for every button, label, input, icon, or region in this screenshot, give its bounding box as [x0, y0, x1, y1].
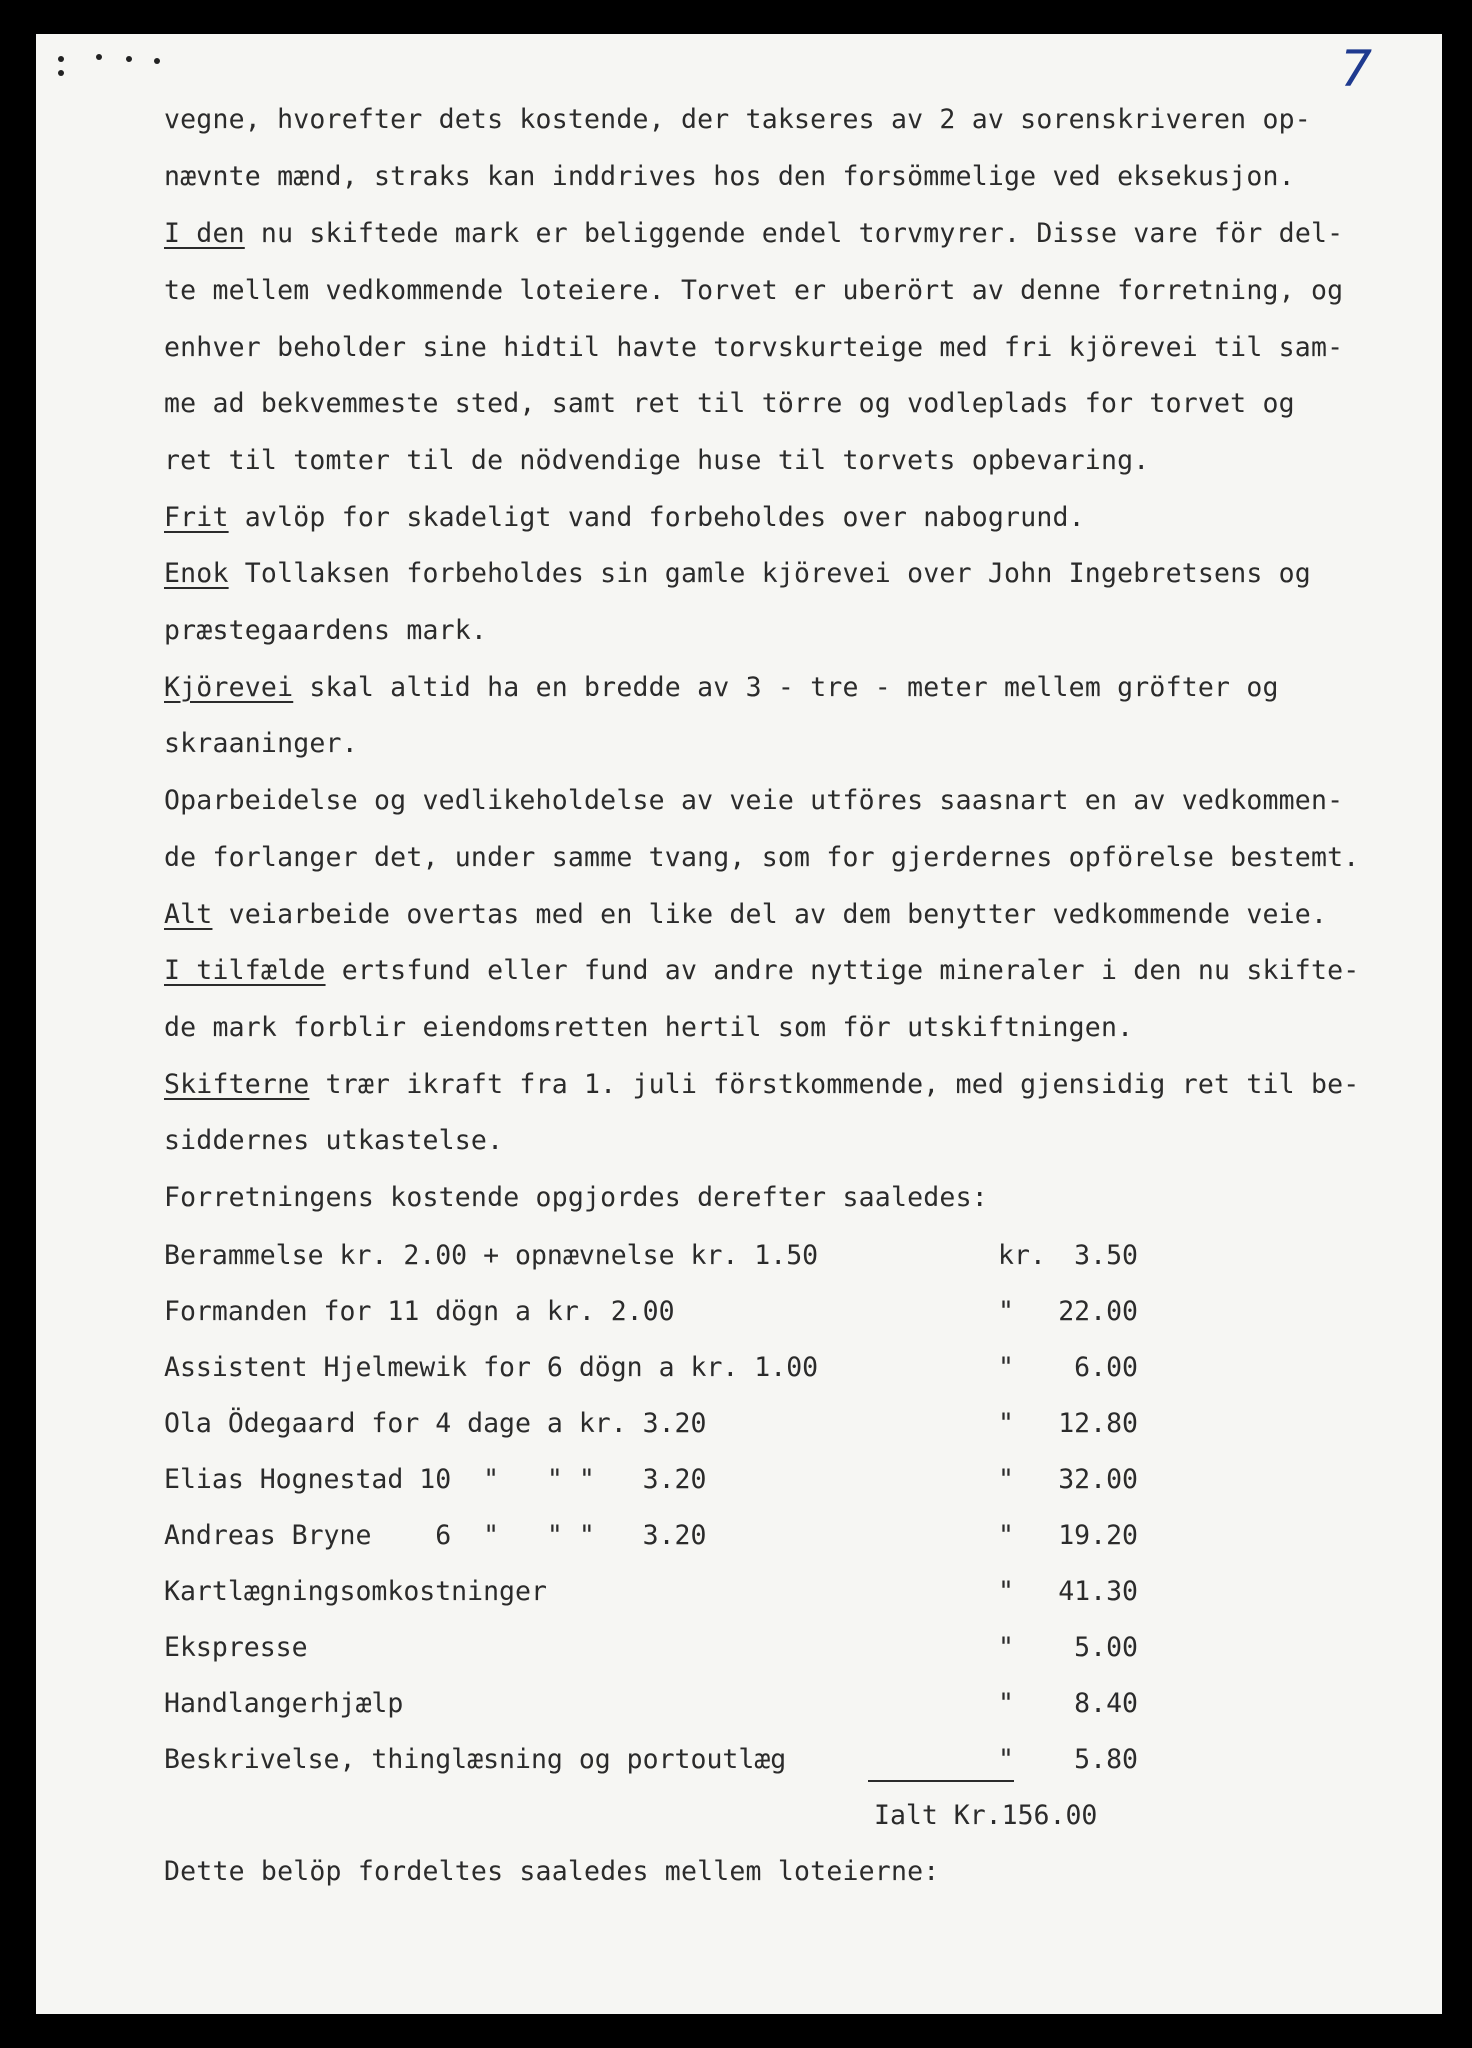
cost-row: [164, 1464, 1144, 1504]
line-text: Forretningens kostende opgjordes derefter saaledes:: [164, 1182, 988, 1213]
text-line: [164, 558, 1311, 590]
underlined-lead: Skifterne: [164, 1069, 310, 1100]
line-text: Oparbeidelse og vedlikeholdelse av veie utföres saasnart en av vedkommen-: [164, 785, 1344, 816]
text-line: [164, 615, 487, 647]
cost-amount: 5.80: [1074, 1744, 1138, 1775]
line-text: trær ikraft fra 1. juli förstkommende, med gjensidig ret til be-: [309, 1069, 1360, 1100]
cost-description: Kartlægningsomkostninger: [164, 1576, 547, 1607]
text-line: [164, 218, 1343, 250]
text-line: [164, 275, 1343, 307]
underlined-lead: Kjörevei: [164, 672, 294, 703]
sum-underline: [868, 1780, 1014, 1782]
cost-unit: ": [998, 1744, 1014, 1775]
line-text: præstegaardens mark.: [164, 615, 488, 646]
cost-unit: ": [998, 1296, 1014, 1327]
cost-unit: ": [998, 1408, 1014, 1439]
cost-amount: 22.00: [1058, 1296, 1138, 1327]
cost-row: [164, 1408, 1144, 1448]
line-text: te mellem vedkommende loteiere. Torvet er uberört av denne forretning, og: [164, 275, 1344, 306]
cost-unit: ": [998, 1520, 1014, 1551]
line-text: nævnte mænd, straks kan inddrives hos den forsömmelige ved eksekusjon.: [164, 161, 1295, 192]
line-text: nu skiftede mark er beliggende endel torvmyrer. Disse vare för del-: [244, 218, 1344, 249]
line-text: Tollaksen forbeholdes sin gamle kjörevei over John Ingebretsens og: [228, 558, 1311, 589]
cost-row: [164, 1576, 1144, 1616]
cost-row: [164, 1352, 1144, 1392]
cost-description: Berammelse kr. 2.00 + opnævnelse kr. 1.50: [164, 1240, 819, 1271]
line-text: ertsfund eller fund av andre nyttige mineraler i den nu skifte-: [325, 955, 1360, 986]
cost-amount: 8.40: [1074, 1688, 1138, 1719]
line-text: skraaninger.: [164, 728, 358, 759]
cost-description: Elias Hognestad 10 " " " 3.20: [164, 1464, 707, 1495]
text-line: [164, 104, 1311, 136]
cost-amount: 12.80: [1058, 1408, 1138, 1439]
cost-row: [164, 1632, 1144, 1672]
cost-amount: 32.00: [1058, 1464, 1138, 1495]
text-line: [164, 161, 1295, 193]
underlined-lead: Alt: [164, 899, 213, 930]
text-line: [164, 955, 1359, 987]
cost-unit: ": [998, 1576, 1014, 1607]
text-line: [164, 1012, 1133, 1044]
cost-unit: ": [998, 1632, 1014, 1663]
cost-total: Ialt Kr.156.00: [874, 1800, 1098, 1831]
text-line: [164, 899, 1327, 931]
cost-row: [164, 1688, 1144, 1728]
text-line: [164, 672, 1279, 704]
line-text: vegne, hvorefter dets kostende, der takseres av 2 av sorenskriveren op-: [164, 104, 1311, 135]
line-text: skal altid ha en bredde av 3 - tre - meter mellem gröfter og: [293, 672, 1279, 703]
text-line: [164, 332, 1343, 364]
text-line: [164, 1125, 503, 1157]
cost-amount: 6.00: [1074, 1352, 1138, 1383]
cost-amount: 41.30: [1058, 1576, 1138, 1607]
text-line: [164, 502, 1085, 534]
text-line: [164, 728, 358, 760]
cost-amount: 3.50: [1074, 1240, 1138, 1271]
line-text: avlöp for skadeligt vand forbeholdes over nabogrund.: [228, 502, 1085, 533]
underlined-lead: I tilfælde: [164, 955, 326, 986]
line-text: ret til tomter til de nödvendige huse til torvets opbevaring.: [164, 445, 1150, 476]
cost-description: Handlangerhjælp: [164, 1688, 404, 1719]
text-line: [164, 785, 1343, 817]
text-line: [164, 842, 1359, 874]
underlined-lead: I den: [164, 218, 245, 249]
cost-description: Beskrivelse, thinglæsning og portoutlæg: [164, 1744, 787, 1775]
cost-unit: ": [998, 1688, 1014, 1719]
cost-amount: 19.20: [1058, 1520, 1138, 1551]
text-line: [164, 1069, 1359, 1101]
document-page: [36, 34, 1442, 2014]
text-line: [164, 388, 1295, 420]
cost-amount: 5.00: [1074, 1632, 1138, 1663]
closing-line: Dette belöp fordeltes saaledes mellem loteierne:: [164, 1856, 940, 1887]
cost-description: Assistent Hjelmewik for 6 dögn a kr. 1.00: [164, 1352, 819, 1383]
cost-description: Andreas Bryne 6 " " " 3.20: [164, 1520, 707, 1551]
cost-description: Ola Ödegaard for 4 dage a kr. 3.20: [164, 1408, 707, 1439]
cost-row: [164, 1744, 1144, 1784]
cost-row: [164, 1296, 1144, 1336]
cost-description: Formanden for 11 dögn a kr. 2.00: [164, 1296, 675, 1327]
cost-description: Ekspresse: [164, 1632, 308, 1663]
text-line: [164, 445, 1149, 477]
line-text: enhver beholder sine hidtil havte torvskurteige med fri kjörevei til sam-: [164, 332, 1344, 363]
cost-row: [164, 1240, 1144, 1280]
text-line: [164, 1182, 988, 1214]
cost-row: [164, 1520, 1144, 1560]
cost-unit: ": [998, 1464, 1014, 1495]
underlined-lead: Frit: [164, 502, 229, 533]
cost-unit: ": [998, 1352, 1014, 1383]
line-text: de forlanger det, under samme tvang, som for gjerdernes opförelse bestemt.: [164, 842, 1360, 873]
line-text: siddernes utkastelse.: [164, 1125, 504, 1156]
line-text: veiarbeide overtas med en like del av dem benytter vedkommende veie.: [212, 899, 1328, 930]
page-number: 7: [1340, 40, 1372, 98]
cost-unit: kr.: [998, 1240, 1046, 1271]
line-text: me ad bekvemmeste sted, samt ret til törre og vodleplads for torvet og: [164, 388, 1295, 419]
line-text: de mark forblir eiendomsretten hertil som för utskiftningen.: [164, 1012, 1134, 1043]
underlined-lead: Enok: [164, 558, 229, 589]
